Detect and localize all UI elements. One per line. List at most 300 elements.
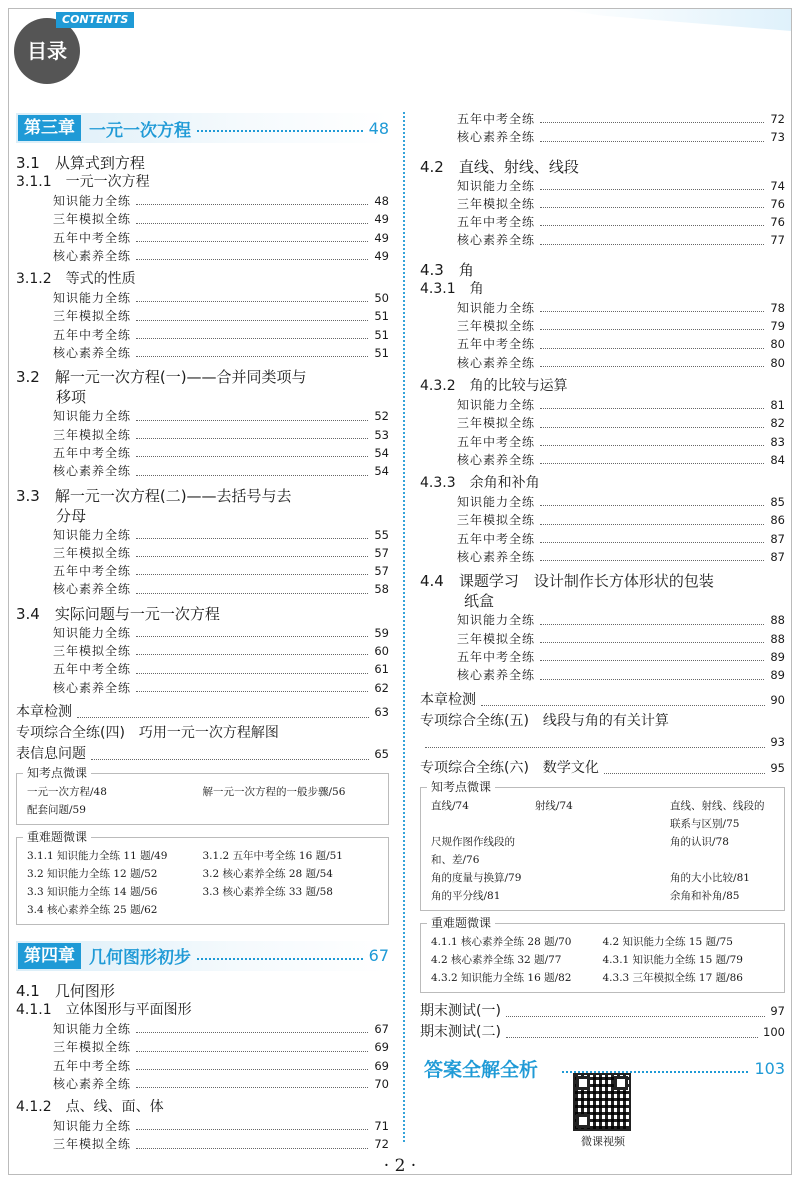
leader-dots — [540, 225, 764, 226]
item-page: 84 — [770, 452, 785, 467]
section-heading[interactable]: 4.1 几何图形 — [16, 981, 115, 1000]
leader-dots — [136, 338, 368, 339]
leader-dots — [136, 301, 368, 302]
toc-item[interactable] — [420, 611, 785, 629]
entry-page: 93 — [770, 734, 785, 749]
item-label: 核心素养全练 — [457, 550, 536, 565]
box-grid — [27, 783, 378, 819]
item-page: 51 — [374, 327, 389, 342]
item-page: 53 — [374, 427, 389, 442]
toc-item[interactable] — [420, 396, 785, 414]
item-page: 69 — [374, 1040, 389, 1055]
leader-dots — [540, 189, 764, 190]
leader-dots — [540, 642, 764, 643]
subsection-heading[interactable]: 3.1.2 等式的性质 — [16, 271, 136, 288]
toc-item[interactable] — [420, 177, 785, 195]
toc-item[interactable] — [420, 530, 785, 548]
leader-dots — [540, 560, 764, 561]
item-page: 58 — [374, 582, 389, 597]
video-link[interactable]: 3.3 知识能力全练 14 题/56 — [27, 885, 158, 898]
knowledge-video-box — [16, 765, 389, 825]
subsection-heading[interactable]: 4.3.1 角 — [420, 280, 484, 297]
toc-item[interactable] — [16, 307, 389, 325]
leader-dots — [481, 705, 765, 706]
toc-item[interactable] — [16, 1020, 389, 1038]
item-page: 69 — [374, 1058, 389, 1073]
leader-dots — [136, 420, 368, 421]
chapter-page: 48 — [368, 118, 389, 138]
video-link[interactable]: 射线/74 — [534, 799, 573, 812]
video-link — [535, 833, 670, 869]
chapter-number: 第四章 — [18, 943, 81, 969]
item-page: 62 — [374, 680, 389, 695]
toc-item[interactable] — [420, 493, 785, 511]
box-grid — [27, 847, 378, 919]
toc-item[interactable] — [16, 526, 389, 544]
item-label: 五年中考全练 — [457, 531, 536, 546]
toc-item[interactable] — [16, 289, 389, 307]
video-link[interactable]: 4.1.1 核心素养全练 28 题/70 — [431, 935, 572, 948]
leader-dots — [425, 747, 765, 748]
item-list — [16, 1020, 389, 1093]
item-page: 87 — [770, 531, 785, 546]
section-heading[interactable]: 4.4 课题学习 设计制作长方体形状的包装 — [420, 572, 714, 591]
item-list — [16, 192, 389, 265]
qr-label: 微课视频 — [581, 1135, 625, 1148]
item-list — [16, 526, 389, 599]
leader-dots — [604, 773, 765, 774]
chapter-title: 一元一次方程 — [89, 120, 191, 141]
entry-page: 95 — [770, 760, 785, 775]
section-heading[interactable]: 3.1 从算式到方程 — [16, 154, 145, 172]
leader-dots — [136, 204, 368, 205]
leader-dots — [136, 593, 368, 594]
section-heading[interactable]: 3.4 实际问题与一元一次方程 — [16, 604, 220, 623]
item-list — [16, 624, 389, 697]
item-label: 三年模拟全练 — [457, 513, 536, 528]
leader-dots — [136, 556, 368, 557]
entry-label: 本章检测 — [420, 691, 476, 708]
video-link[interactable]: 4.2 核心素养全练 32 题/77 — [431, 953, 562, 966]
special-practice-4[interactable] — [16, 723, 389, 744]
item-label: 三年模拟全练 — [457, 416, 536, 431]
leader-dots — [540, 207, 764, 208]
leader-dots — [540, 244, 764, 245]
chapter-page: 67 — [368, 946, 389, 966]
qr-finder — [576, 1076, 590, 1090]
video-link[interactable]: 角的认识/78 — [670, 835, 729, 848]
item-label: 五年中考全练 — [53, 230, 132, 245]
video-link[interactable]: 余角和补角/85 — [670, 889, 740, 902]
item-list — [420, 299, 785, 372]
box-title: 重难题微课 — [23, 829, 91, 845]
toc-item[interactable] — [16, 1075, 389, 1093]
leader-dots — [136, 1129, 368, 1130]
leader-dots — [540, 542, 764, 543]
item-page: 52 — [374, 409, 389, 424]
video-link[interactable]: 4.3.1 知识能力全练 15 题/79 — [602, 953, 743, 966]
toc-item[interactable] — [16, 1038, 389, 1056]
leader-dots — [506, 1016, 765, 1017]
entry-label: 专项综合全练(四) 巧用一元一次方程解图 — [16, 724, 279, 741]
toc-item[interactable] — [16, 462, 389, 480]
item-page: 51 — [374, 346, 389, 361]
answers-page: 103 — [754, 1059, 785, 1079]
item-page: 57 — [374, 564, 389, 579]
leader-dots — [540, 463, 764, 464]
item-page: 49 — [374, 248, 389, 263]
item-label: 知识能力全练 — [457, 178, 536, 193]
leader-dots — [540, 311, 764, 312]
item-page: 49 — [374, 212, 389, 227]
toc-item[interactable] — [420, 451, 785, 469]
toc-item[interactable] — [420, 666, 785, 684]
leader-dots — [136, 475, 368, 476]
toc-item[interactable] — [420, 354, 785, 372]
box-title: 知考点微课 — [427, 779, 495, 795]
item-label: 五年中考全练 — [457, 337, 536, 352]
item-label: 知识能力全练 — [457, 495, 536, 510]
item-page: 87 — [770, 550, 785, 565]
toc-item[interactable] — [420, 128, 785, 146]
entry-label: 期末测试(二) — [420, 1023, 501, 1040]
video-link[interactable]: 3.2 知识能力全练 12 题/52 — [27, 867, 158, 880]
toc-item[interactable] — [420, 414, 785, 432]
toc-item[interactable] — [420, 630, 785, 648]
item-page: 73 — [770, 130, 785, 145]
item-page: 54 — [374, 464, 389, 479]
leader-dots — [136, 636, 368, 637]
toc-item[interactable] — [16, 562, 389, 580]
item-page: 60 — [374, 644, 389, 659]
item-list — [16, 407, 389, 480]
leader-dots — [540, 329, 764, 330]
video-link[interactable]: 角的平分线/81 — [431, 889, 501, 902]
item-label: 核心素养全练 — [53, 464, 132, 479]
toc-item[interactable] — [420, 213, 785, 231]
item-page: 70 — [374, 1076, 389, 1091]
item-label: 五年中考全练 — [53, 564, 132, 579]
toc-item[interactable] — [16, 407, 389, 425]
entry-label: 表信息问题 — [16, 745, 86, 762]
item-page: 57 — [374, 545, 389, 560]
video-link[interactable]: 角的大小比较/81 — [670, 871, 750, 884]
item-label: 核心素养全练 — [53, 582, 132, 597]
toc-item[interactable] — [16, 1057, 389, 1075]
special-practice-5-cont[interactable] — [420, 732, 785, 753]
special-practice-6[interactable] — [420, 758, 785, 779]
box-grid — [431, 797, 774, 905]
item-page: 83 — [770, 434, 785, 449]
item-label: 核心素养全练 — [457, 668, 536, 683]
video-link[interactable]: 配套问题/59 — [27, 803, 86, 816]
item-label: 三年模拟全练 — [53, 545, 132, 560]
chapter-4-header[interactable] — [16, 941, 389, 971]
subsection-heading[interactable]: 4.3.2 角的比较与运算 — [420, 377, 568, 394]
final-test-2[interactable] — [420, 1022, 785, 1043]
toc-item[interactable] — [420, 433, 785, 451]
item-page: 76 — [770, 196, 785, 211]
leader-dots — [136, 241, 368, 242]
leader-dots — [136, 1051, 368, 1052]
box-grid — [431, 933, 774, 987]
leader-dots — [77, 717, 369, 718]
item-label: 核心素养全练 — [53, 346, 132, 361]
toc-item[interactable] — [420, 299, 785, 317]
video-link[interactable]: 4.3.3 三年模拟全练 17 题/86 — [602, 971, 743, 984]
item-page: 48 — [374, 194, 389, 208]
subsection-heading[interactable]: 4.1.2 点、线、面、体 — [16, 1099, 164, 1116]
item-page: 77 — [770, 233, 785, 248]
final-test-1[interactable] — [420, 1001, 785, 1022]
entry-page: 63 — [374, 704, 389, 719]
right-column — [420, 110, 785, 1087]
item-label: 五年中考全练 — [457, 112, 536, 126]
section-heading[interactable]: 3.2 解一元一次方程(一)——合并同类项与 — [16, 368, 307, 387]
item-label: 三年模拟全练 — [53, 1040, 132, 1055]
item-page: 55 — [374, 527, 389, 542]
item-label: 核心素养全练 — [53, 248, 132, 263]
toc-item[interactable] — [420, 335, 785, 353]
answers-title: 答案全解全析 — [424, 1059, 539, 1082]
chapter-test[interactable] — [16, 702, 389, 723]
toc-badge: 目录 — [14, 18, 80, 84]
item-label: 五年中考全练 — [53, 445, 132, 460]
leader-dots — [540, 624, 764, 625]
video-link[interactable]: 解一元一次方程的一般步骤/56 — [202, 785, 346, 798]
toc-item[interactable] — [16, 247, 389, 265]
leader-dots — [540, 141, 764, 142]
item-label: 知识能力全练 — [53, 1119, 132, 1134]
chapter-test[interactable] — [420, 690, 785, 711]
video-link[interactable]: 3.4 核心素养全练 25 题/62 — [27, 903, 158, 916]
leader-dots — [540, 122, 764, 123]
entry-page: 97 — [770, 1003, 785, 1018]
item-label: 知识能力全练 — [457, 300, 536, 315]
entry-page: 90 — [770, 692, 785, 707]
item-list — [420, 611, 785, 684]
subsection-heading[interactable]: 4.3.3 余角和补角 — [420, 475, 540, 492]
video-link[interactable]: 角的度量与换算/79 — [431, 871, 522, 884]
toc-item[interactable] — [420, 511, 785, 529]
toc-item[interactable] — [16, 624, 389, 642]
leader-dots — [136, 456, 368, 457]
section-heading-cont[interactable]: 移项 — [56, 388, 87, 407]
item-label: 知识能力全练 — [53, 625, 132, 640]
video-link[interactable]: 直线/74 — [431, 799, 469, 812]
section-heading-cont[interactable]: 分母 — [56, 506, 87, 525]
box-title: 知考点微课 — [23, 765, 91, 781]
video-link[interactable]: 直线、射线、线段的联系与区别/75 — [670, 799, 765, 830]
toc-item[interactable] — [420, 317, 785, 335]
toc-item[interactable] — [420, 110, 785, 128]
item-label: 三年模拟全练 — [53, 1137, 132, 1152]
entry-page: 100 — [763, 1024, 785, 1039]
leader-dots — [540, 660, 764, 661]
item-page: 61 — [374, 662, 389, 677]
leader-dots — [540, 445, 764, 446]
item-label: 核心素养全练 — [457, 130, 536, 145]
leader-dots — [136, 691, 368, 692]
section-heading[interactable]: 3.3 解一元一次方程(二)——去括号与去 — [16, 486, 292, 505]
leader-dots — [540, 348, 764, 349]
leader-dots — [540, 679, 764, 680]
knowledge-video-box — [420, 779, 785, 911]
item-label: 五年中考全练 — [457, 215, 536, 230]
toc-item[interactable] — [16, 444, 389, 462]
item-page: 85 — [770, 495, 785, 510]
item-page: 72 — [374, 1137, 389, 1152]
item-label: 知识能力全练 — [53, 291, 132, 306]
section-heading[interactable]: 4.3 角 — [420, 260, 474, 279]
item-page: 74 — [770, 178, 785, 193]
toc-item[interactable] — [16, 326, 389, 344]
item-page: 76 — [770, 215, 785, 230]
video-link[interactable]: 一元一次方程/48 — [27, 785, 107, 798]
toc-item[interactable] — [16, 679, 389, 697]
item-page: 54 — [374, 445, 389, 460]
toc-item[interactable] — [16, 1117, 389, 1135]
leader-dots — [136, 1148, 368, 1149]
item-page: 79 — [770, 319, 785, 334]
leader-dots — [506, 1037, 758, 1038]
page-number: · 2 · — [383, 1156, 417, 1176]
item-page: 50 — [374, 291, 389, 306]
subsection-heading[interactable]: 3.1.1 一元一次方程 — [16, 174, 150, 190]
item-label: 知识能力全练 — [457, 613, 536, 628]
video-link[interactable]: 3.3 核心素养全练 33 题/58 — [202, 885, 333, 898]
video-link[interactable]: 3.2 核心素养全练 28 题/54 — [202, 867, 333, 880]
entry-label: 专项综合全练(五) 线段与角的有关计算 — [420, 712, 669, 729]
box-title: 重难题微课 — [427, 915, 495, 931]
toc-item[interactable] — [16, 642, 389, 660]
entry-page: 65 — [374, 746, 389, 761]
leader-dots — [197, 130, 363, 132]
toc-item[interactable] — [16, 229, 389, 247]
item-label: 核心素养全练 — [457, 452, 536, 467]
qr-finder — [576, 1114, 590, 1128]
toc-item[interactable] — [420, 195, 785, 213]
item-list — [420, 177, 785, 250]
leader-dots — [197, 958, 363, 960]
entry-label: 专项综合全练(六) 数学文化 — [420, 759, 599, 776]
item-label: 五年中考全练 — [457, 434, 536, 449]
column-divider — [403, 112, 405, 1142]
leader-dots — [136, 1087, 368, 1088]
chapter-title: 几何图形初步 — [89, 948, 191, 969]
leader-dots — [136, 538, 368, 539]
item-label: 三年模拟全练 — [457, 631, 536, 646]
video-link[interactable]: 尺规作图作线段的和、差/76 — [431, 835, 515, 866]
item-list — [16, 1117, 389, 1154]
video-link[interactable]: 3.1.2 五年中考全练 16 题/51 — [202, 849, 343, 862]
leader-dots — [540, 524, 764, 525]
leader-dots — [136, 223, 368, 224]
item-label: 知识能力全练 — [53, 527, 132, 542]
item-label: 三年模拟全练 — [457, 319, 536, 334]
item-label: 核心素养全练 — [53, 1076, 132, 1091]
item-label: 知识能力全练 — [53, 409, 132, 424]
item-page: 71 — [374, 1119, 389, 1134]
item-page: 78 — [770, 300, 785, 315]
entry-label: 本章检测 — [16, 703, 72, 720]
item-label: 三年模拟全练 — [53, 309, 132, 324]
toc-item[interactable] — [16, 544, 389, 562]
leader-dots — [136, 574, 368, 575]
item-list — [420, 396, 785, 469]
difficult-video-box — [16, 829, 389, 925]
item-page: 86 — [770, 513, 785, 528]
item-page: 89 — [770, 649, 785, 664]
leader-dots — [540, 408, 764, 409]
item-list — [16, 289, 389, 362]
item-label: 知识能力全练 — [53, 1021, 132, 1036]
item-page: 88 — [770, 631, 785, 646]
special-practice-5[interactable] — [420, 711, 785, 732]
leader-dots — [136, 1032, 368, 1033]
toc-item[interactable] — [16, 426, 389, 444]
chapter-3-header[interactable] — [16, 113, 389, 143]
section-heading[interactable]: 4.2 直线、射线、线段 — [420, 157, 579, 176]
item-label: 知识能力全练 — [457, 397, 536, 412]
item-label: 三年模拟全练 — [53, 427, 132, 442]
toc-item[interactable] — [420, 648, 785, 666]
section-heading-cont[interactable]: 纸盒 — [464, 592, 495, 611]
item-label: 三年模拟全练 — [53, 212, 132, 227]
video-link[interactable]: 4.2 知识能力全练 15 题/75 — [602, 935, 733, 948]
video-link[interactable]: 3.1.1 知识能力全练 11 题/49 — [27, 849, 168, 862]
left-column — [16, 113, 389, 1154]
toc-item[interactable] — [16, 344, 389, 362]
toc-item[interactable] — [16, 1135, 389, 1153]
leader-dots — [136, 1069, 368, 1070]
item-label: 知识能力全练 — [53, 194, 132, 208]
toc-item[interactable] — [16, 580, 389, 598]
leader-dots — [136, 356, 368, 357]
difficult-video-box — [420, 915, 785, 993]
item-label: 五年中考全练 — [53, 1058, 132, 1073]
item-list — [420, 110, 785, 147]
item-label: 五年中考全练 — [53, 662, 132, 677]
item-label: 核心素养全练 — [457, 233, 536, 248]
qr-finder — [614, 1076, 628, 1090]
item-list — [420, 493, 785, 566]
leader-dots — [136, 654, 368, 655]
toc-item[interactable] — [420, 231, 785, 249]
item-page: 80 — [770, 355, 785, 370]
leader-dots — [136, 259, 368, 260]
video-link — [535, 869, 670, 887]
toc-item[interactable] — [16, 210, 389, 228]
leader-dots — [91, 759, 369, 760]
chapter-number: 第三章 — [18, 115, 81, 141]
item-page: 51 — [374, 309, 389, 324]
item-label: 五年中考全练 — [53, 327, 132, 342]
special-practice-4-cont[interactable] — [16, 744, 389, 765]
toc-item[interactable] — [420, 548, 785, 566]
leader-dots — [136, 320, 368, 321]
item-label: 五年中考全练 — [457, 649, 536, 664]
subsection-heading[interactable]: 4.1.1 立体图形与平面图形 — [16, 1001, 192, 1018]
video-link[interactable]: 4.3.2 知识能力全练 16 题/82 — [431, 971, 572, 984]
toc-item[interactable] — [16, 192, 389, 210]
item-label: 三年模拟全练 — [53, 644, 132, 659]
qr-code[interactable] — [573, 1073, 631, 1131]
item-label: 核心素养全练 — [53, 680, 132, 695]
toc-item[interactable] — [16, 660, 389, 678]
item-page: 67 — [374, 1021, 389, 1036]
item-page: 59 — [374, 625, 389, 640]
